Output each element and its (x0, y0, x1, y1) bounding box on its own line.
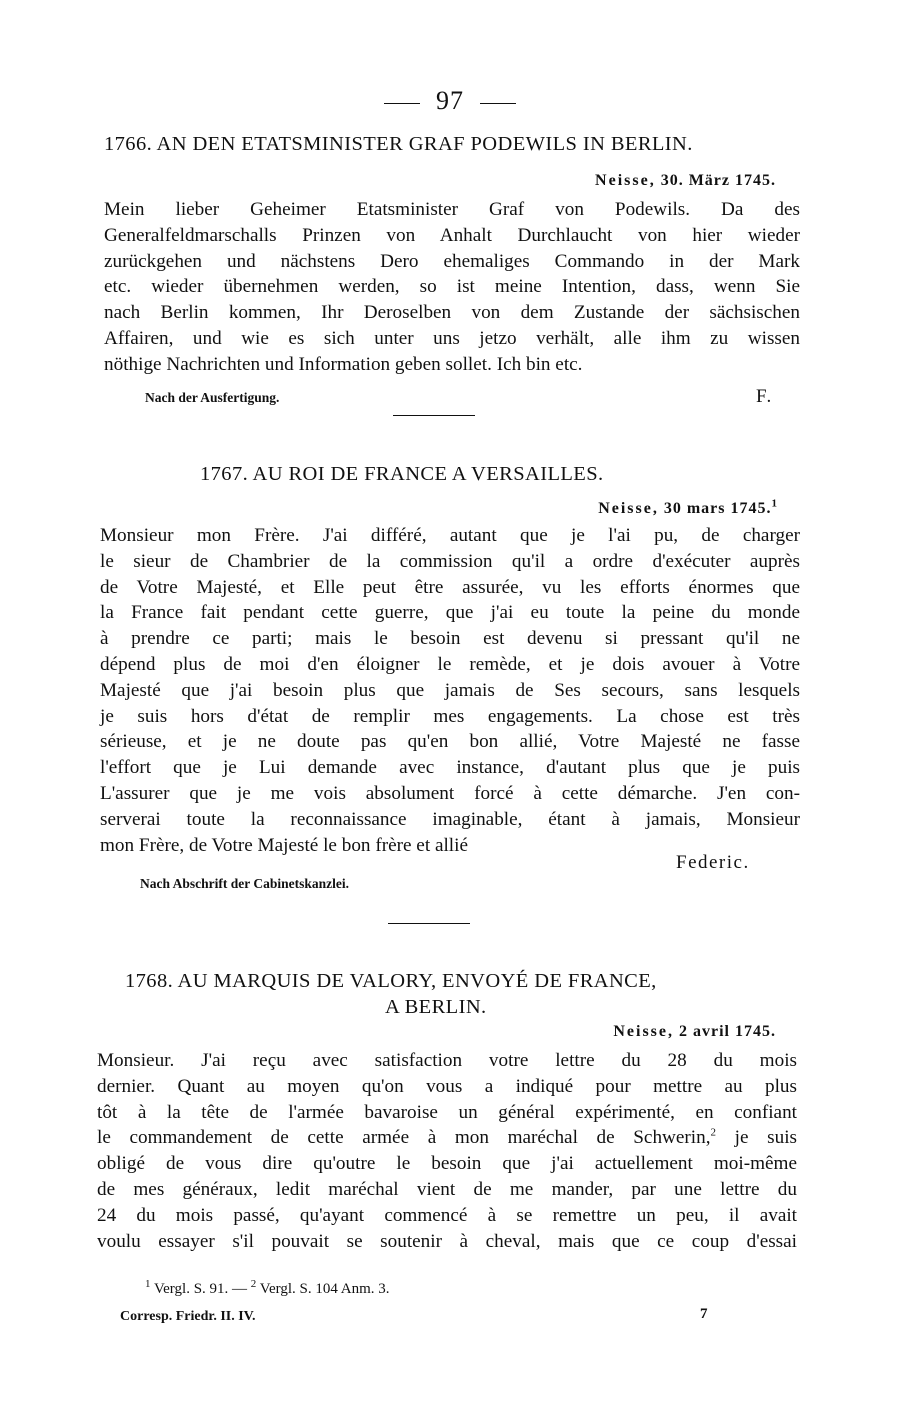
body-line: Affairen, und wie es sich unter uns jetzo verhält, alle ihm zu wissen (104, 327, 800, 349)
body-line: obligé de vous dire qu'outre le besoin que j'ai actuellement moi-même (97, 1153, 797, 1175)
body-line: de mes généraux, ledit maréchal vient de me mander, par une lettre du (97, 1178, 797, 1200)
body-line: l'effort que je Lui demande avec instance, d'autant plus que je puis (100, 757, 800, 779)
letter-1767-heading: 1767. AU ROI DE FRANCE A VERSAILLES. (200, 463, 604, 485)
body-line: le sieur de Chambrier de la commission qu'il a ordre d'exécuter auprès (100, 550, 800, 572)
body-line: dernier. Quant au moyen qu'on vous a indiqué pour mettre au plus (97, 1075, 797, 1097)
letter-1767-dateline (598, 497, 778, 518)
footnote-ref: 1 (771, 497, 778, 510)
body-line: L'assurer que je me vois absolument forcé à cette démarche. J'en con- (100, 782, 800, 804)
letter-1766-body (104, 197, 800, 378)
letter-1768-dateline (613, 1023, 776, 1041)
footnote-2-ref: 2 (250, 1278, 257, 1290)
body-line: tôt à la tête de l'armée bavaroise un général expérimenté, en confiant (97, 1101, 797, 1123)
body-line-text: le commandement de cette armée à mon maréchal de Schwerin, (97, 1127, 711, 1149)
body-line: 24 du mois passé, qu'ayant commencé à se remettre un peu, il avait (97, 1204, 797, 1226)
body-line: je suis hors d'état de remplir mes engagements. La chose est très (100, 705, 800, 727)
footer-volume-label: Corresp. Friedr. II. IV. (120, 1309, 256, 1324)
footnote-ref: 2 (710, 1127, 717, 1139)
letter-1766-heading: 1766. AN DEN ETATSMINISTER GRAF PODEWILS IN BERLIN. (104, 133, 693, 155)
body-line: Generalfeldmarschalls Prinzen von Anhalt Durchlaucht von hier wieder (104, 224, 800, 246)
letter-1766-signature: F. (756, 386, 773, 407)
footnote-1-ref: 1 (145, 1278, 151, 1290)
dateline-place: Neisse, (613, 1023, 674, 1040)
body-line: mon Frère, de Votre Majesté le bon frère et allié (100, 834, 468, 856)
page-number-dash-right (480, 103, 516, 104)
letter-1766-source-note: Nach der Ausfertigung. (145, 390, 280, 405)
body-line (97, 1125, 797, 1151)
body-line: serverai toute la reconnaissance imaginable, étant à jamais, Monsieur (100, 808, 800, 830)
dateline-date: 30. März 1745. (660, 172, 776, 189)
body-line: Monsieur. J'ai reçu avec satisfaction votre lettre du 28 du mois (97, 1050, 797, 1071)
footnote-2-text: Vergl. S. 104 Anm. 3. (259, 1281, 390, 1297)
dateline-place: Neisse, (598, 500, 659, 517)
page-number (0, 86, 900, 116)
body-line: Monsieur mon Frère. J'ai différé, autant que je l'ai pu, de charger (100, 525, 800, 546)
letter-1768-body (97, 1048, 797, 1254)
footnotes (145, 1278, 390, 1298)
body-line: voulu essayer s'il pouvait se soutenir à cheval, mais que ce coup d'essai (97, 1230, 797, 1252)
section-divider (393, 415, 475, 416)
body-line-text: je suis (716, 1127, 797, 1149)
letter-1768-heading-line1: 1768. AU MARQUIS DE VALORY, ENVOYÉ DE FRANCE, (125, 970, 657, 992)
page-number-value: 97 (436, 86, 464, 115)
body-line: Majesté que j'ai besoin plus que jamais de Ses secours, sans lesquels (100, 679, 800, 701)
footnote-separator: — (232, 1281, 248, 1297)
body-line: nach Berlin kommen, Ihr Deroselben von dem Zustande der sächsischen (104, 302, 800, 324)
body-line: etc. wieder übernehmen werden, so ist meine Intention, dass, wenn Sie (104, 276, 800, 298)
letter-1767-body (100, 523, 800, 858)
letter-1766-dateline (595, 172, 776, 190)
body-line: de Votre Majesté, et Elle peut être assurée, vu les efforts énormes que (100, 576, 800, 598)
body-line: à prendre ce parti; mais le besoin est devenu si pressant qu'il ne (100, 628, 800, 650)
body-line: nöthige Nachrichten und Information geben sollet. Ich bin etc. (104, 353, 583, 375)
page-number-dash-left (384, 103, 420, 104)
dateline-date: 2 avril 1745. (679, 1023, 776, 1040)
section-divider (388, 923, 470, 924)
footnote-1-text: Vergl. S. 91. (153, 1281, 229, 1297)
footer-sheet-number: 7 (700, 1306, 708, 1322)
letter-1768-heading-line2: A BERLIN. (385, 996, 487, 1018)
dateline-date: 30 mars 1745. (663, 500, 772, 517)
dateline-place: Neisse, (595, 172, 656, 189)
body-line: Mein lieber Geheimer Etatsminister Graf von Podewils. Da des (104, 199, 800, 220)
body-line: dépend plus de moi d'en éloigner le remède, et je dois avouer à Votre (100, 653, 800, 675)
letter-1767-source-note: Nach Abschrift der Cabinetskanzlei. (140, 876, 350, 891)
letter-1767-signature: Federic. (676, 852, 750, 873)
body-line: zurückgehen und nächstens Dero ehemaliges Commando in der Mark (104, 250, 800, 272)
body-line: sérieuse, et je ne doute pas qu'en bon allié, Votre Majesté ne fasse (100, 731, 800, 753)
body-line: la France fait pendant cette guerre, que j'ai eu toute la peine du monde (100, 602, 800, 624)
